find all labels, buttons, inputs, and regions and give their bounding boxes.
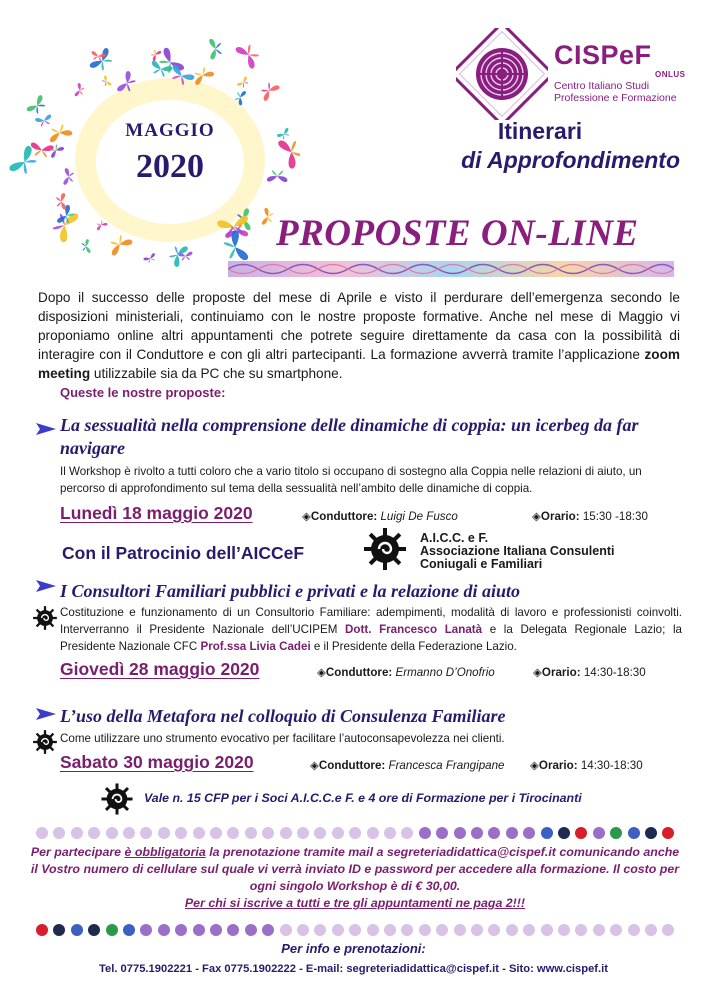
event-2-conductor-name: Ermanno D’Onofrio: [395, 666, 495, 679]
cfp-credits-note: Vale n. 15 CFP per i Soci A.I.C.C.e F. e 4 ore di Formazione per i Tirocinanti: [144, 791, 582, 805]
aiccef-full-name: Associazione Italiana Consulenti Coniugali e Familiari: [420, 544, 615, 571]
decorative-dot: [297, 924, 309, 936]
butterfly-icon: [35, 114, 54, 128]
event-3-time: ◈Orario: 14:30-18:30: [530, 759, 643, 772]
decorative-dot: [610, 924, 622, 936]
decorative-dot: [349, 924, 361, 936]
butterfly-icon: [56, 193, 67, 210]
patronage-text: Con il Patrocinio dell’AICCeF: [62, 543, 305, 563]
event-3-description: Come utilizzare uno strumento evocativo per facilitare l’autoconsapevolezza nei clienti.: [60, 732, 505, 745]
intro-paragraph: [38, 288, 680, 383]
decorative-dot: [419, 924, 431, 936]
event-1-description: Il Workshop è rivolto a tutti coloro che a vario titolo si occupano di sostegno alla Coppia nelle relazioni di aiuto, un percorso di approfondimento sul tema della sessualità nell’ambito delle dinamiche di coppia.: [60, 465, 642, 495]
decorative-dot: [558, 924, 570, 936]
butterfly-icon: [267, 170, 288, 182]
speaker-lanata: Dott. Francesco Lanatà: [345, 623, 483, 636]
brand-onlus: ONLUS: [655, 70, 686, 79]
decorative-dot: [523, 827, 535, 839]
intro-text-end: utilizzabile sia da PC che su smartphone.: [90, 366, 343, 381]
decorative-dot: [262, 924, 274, 936]
decorative-dot: [262, 827, 274, 839]
heading-itinerari: Itinerari: [497, 118, 583, 144]
dot-divider-bottom: [36, 924, 676, 938]
decorative-dot: [71, 924, 83, 936]
decorative-dot: [384, 827, 396, 839]
decorative-dot: [245, 924, 257, 936]
decorative-dot: [367, 924, 379, 936]
event-1-conductor: ◈Conduttore: Luigi De Fusco: [302, 510, 458, 523]
butterfly-icon: [94, 219, 108, 231]
butterfly-icon: [100, 75, 112, 88]
decorative-dot: [645, 827, 657, 839]
event-2-time-value: 14:30-18:30: [583, 666, 646, 679]
decorative-dot: [193, 924, 205, 936]
decorative-dot: [297, 827, 309, 839]
decorative-dot: [106, 924, 118, 936]
event-2-title: I Consultori Familiari pubblici e privati e la relazione di aiuto: [60, 581, 521, 601]
decorative-dot: [314, 827, 326, 839]
decorative-dot: [53, 827, 65, 839]
proposals-heading: Queste le nostre proposte:: [60, 385, 226, 400]
decorative-dot: [662, 827, 674, 839]
decorative-dot: [123, 924, 135, 936]
aiccef-short-name: A.I.C.C. e F.: [420, 531, 489, 545]
headline-proposte-online: PROPOSTE ON-LINE: [276, 213, 639, 254]
decorative-dot: [575, 924, 587, 936]
diamond-icon: ◈: [302, 510, 311, 523]
diamond-icon: ◈: [533, 666, 542, 679]
decorative-dot: [227, 924, 239, 936]
cispef-logo: [456, 28, 696, 118]
decorative-dot: [558, 827, 570, 839]
event-2-description: Costituzione e funzionamento di un Consultorio Familiare: adempimenti, modalità di lavoro e professionisti coinvolti. Interverranno il Presidente Nazionale dell’UCIPEM Dott. Francesco Lanatà e la Delegata Regionale Lazio; la Presidente Nazionale CFC Prof.ssa Livia Cadei e il Presidente della Federazione Lazio.: [60, 606, 682, 653]
mandatory-note: è obbligatoria: [124, 845, 206, 859]
brand-subtitle: Centro Italiano Studi Professione e Formazione: [554, 80, 677, 104]
butterfly-icon: [237, 76, 251, 90]
decorative-dot: [175, 827, 187, 839]
diamond-icon: ◈: [532, 510, 541, 523]
decorative-dot: [593, 924, 605, 936]
decorative-dot: [471, 827, 483, 839]
decorative-dot: [541, 924, 553, 936]
decorative-dot: [53, 924, 65, 936]
decorative-dot: [175, 924, 187, 936]
decorative-dot: [36, 827, 48, 839]
decorative-dot: [575, 827, 587, 839]
decorative-dot: [210, 924, 222, 936]
event-1-date: Lunedì 18 maggio 2020: [60, 503, 253, 523]
year-label: 2020: [136, 148, 204, 185]
aiccef-bullet-icon: [32, 729, 58, 755]
aiccef-logo-icon: [362, 526, 408, 572]
butterfly-icon: [74, 83, 85, 98]
decorative-dot: [471, 924, 483, 936]
decorative-dot: [245, 827, 257, 839]
butterfly-icon: [258, 79, 281, 101]
decorative-dot: [436, 827, 448, 839]
decorative-ribbon: [228, 258, 674, 280]
heading-approfondimento: di Approfondimento: [461, 147, 680, 173]
decorative-dot: [662, 924, 674, 936]
butterfly-icon: [235, 40, 263, 70]
event-3-conductor-name: Francesca Frangipane: [388, 759, 505, 772]
event-1-title: La sessualità nella comprensione delle dinamiche di coppia: un icerbeg da far navigare: [60, 415, 639, 458]
decorative-dot: [140, 924, 152, 936]
butterfly-icon: [8, 145, 41, 180]
brand-name: CISPeF: [554, 40, 652, 70]
decorative-dot: [88, 924, 100, 936]
decorative-dot: [158, 827, 170, 839]
event-2-time: ◈Orario: 14:30-18:30: [533, 666, 646, 679]
butterfly-icon: [209, 38, 222, 59]
decorative-dot: [332, 827, 344, 839]
decorative-dot: [384, 924, 396, 936]
dot-divider-top: [36, 827, 676, 841]
intro-zoom-meeting: zoom meeting: [38, 347, 680, 381]
butterfly-icon: [166, 242, 188, 268]
booking-info: Per partecipare è obbligatoria la prenotazione tramite mail a segreteriadidattica@cispef.it comunicando anche il Vostro numero di cellulare sul quale vi verrà inviato ID e password per accedere alla formazione. Il costo per ogni singolo Workshop è di € 30,00. Per chi si iscrive a tutti e tre gli appuntamenti ne paga 2!!!: [30, 845, 680, 910]
butterfly-icon: [106, 232, 133, 257]
month-label: MAGGIO: [125, 120, 215, 141]
decorative-dot: [106, 827, 118, 839]
butterfly-icon: [143, 253, 157, 265]
event-1-conductor-name: Luigi De Fusco: [380, 510, 458, 523]
butterfly-icon: [46, 122, 73, 143]
butterfly-icon: [29, 142, 54, 158]
decorative-dot: [314, 924, 326, 936]
event-1-time: ◈Orario: 15:30 -18:30: [532, 510, 648, 523]
decorative-dot: [367, 827, 379, 839]
aiccef-bullet-icon: [32, 605, 58, 631]
diamond-icon: ◈: [310, 759, 319, 772]
info-heading: Per info e prenotazioni:: [281, 941, 426, 956]
decorative-dot: [454, 827, 466, 839]
speaker-cadei: Prof.ssa Livia Cadei: [200, 640, 311, 653]
month-badge: [105, 120, 235, 186]
decorative-dot: [488, 924, 500, 936]
decorative-dot: [36, 924, 48, 936]
decorative-dot: [593, 827, 605, 839]
arrow-bullet-icon: [36, 580, 56, 592]
decorative-dot: [123, 827, 135, 839]
diamond-icon: ◈: [530, 759, 539, 772]
event-1-time-value: 15:30 -18:30: [582, 510, 648, 523]
contact-line: Tel. 0775.1902221 - Fax 0775.1902222 - E-mail: segreteriadidattica@cispef.it - Sito: www.cispef.it: [99, 963, 608, 975]
event-2-date: Giovedì 28 maggio 2020: [60, 659, 260, 679]
arrow-bullet-icon: [36, 423, 56, 435]
decorative-dot: [610, 827, 622, 839]
decorative-dot: [88, 827, 100, 839]
decorative-dot: [140, 827, 152, 839]
arrow-bullet-icon: [36, 708, 56, 720]
intro-text: Dopo il successo delle proposte del mese di Aprile e visto il perdurare dell’emergenza secondo le disposizioni ministeriali, continuiamo con le nostre proposte formative. Anche nel mese di Maggio vi proponiamo online altri appuntamenti che potrete seguire direttamente da casa con la possibilità di interagire con il Conduttore e con gli altri partecipanti. La formazione avverrà tramite l’applicazione: [38, 290, 680, 362]
butterfly-icon: [262, 208, 275, 227]
labyrinth-logo-icon: [456, 28, 548, 120]
decorative-dot: [158, 924, 170, 936]
decorative-dot: [401, 827, 413, 839]
butterfly-icon: [63, 168, 74, 186]
decorative-dot: [488, 827, 500, 839]
event-3-time-value: 14:30-18:30: [580, 759, 643, 772]
decorative-dot: [71, 827, 83, 839]
event-3-date: Sabato 30 maggio 2020: [60, 752, 254, 772]
decorative-dot: [454, 924, 466, 936]
decorative-dot: [210, 827, 222, 839]
decorative-dot: [541, 827, 553, 839]
decorative-dot: [506, 924, 518, 936]
decorative-dot: [523, 924, 535, 936]
event-3-title: L’uso della Metafora nel colloquio di Consulenza Familiare: [60, 706, 506, 726]
decorative-dot: [280, 827, 292, 839]
aiccef-logo-icon: [100, 782, 134, 816]
butterfly-icon: [81, 239, 91, 254]
decorative-dot: [436, 924, 448, 936]
butterfly-icon: [277, 135, 300, 170]
decorative-dot: [401, 924, 413, 936]
butterfly-icon: [26, 94, 49, 117]
decorative-dot: [628, 924, 640, 936]
decorative-dot: [332, 924, 344, 936]
event-3-conductor: ◈Conduttore: Francesca Frangipane: [310, 759, 505, 772]
decorative-dot: [349, 827, 361, 839]
decorative-dot: [227, 827, 239, 839]
diamond-icon: ◈: [317, 666, 326, 679]
decorative-dot: [645, 924, 657, 936]
butterfly-icon: [49, 207, 79, 243]
butterfly-icon: [276, 127, 291, 141]
butterfly-icon: [149, 48, 162, 62]
decorative-dot: [193, 827, 205, 839]
decorative-dot: [628, 827, 640, 839]
promo-offer: Per chi si iscrive a tutti e tre gli appuntamenti ne paga 2!!!: [184, 896, 526, 910]
decorative-dot: [280, 924, 292, 936]
event-2-conductor: ◈Conduttore: Ermanno D’Onofrio: [317, 666, 495, 679]
decorative-dot: [419, 827, 431, 839]
decorative-dot: [506, 827, 518, 839]
